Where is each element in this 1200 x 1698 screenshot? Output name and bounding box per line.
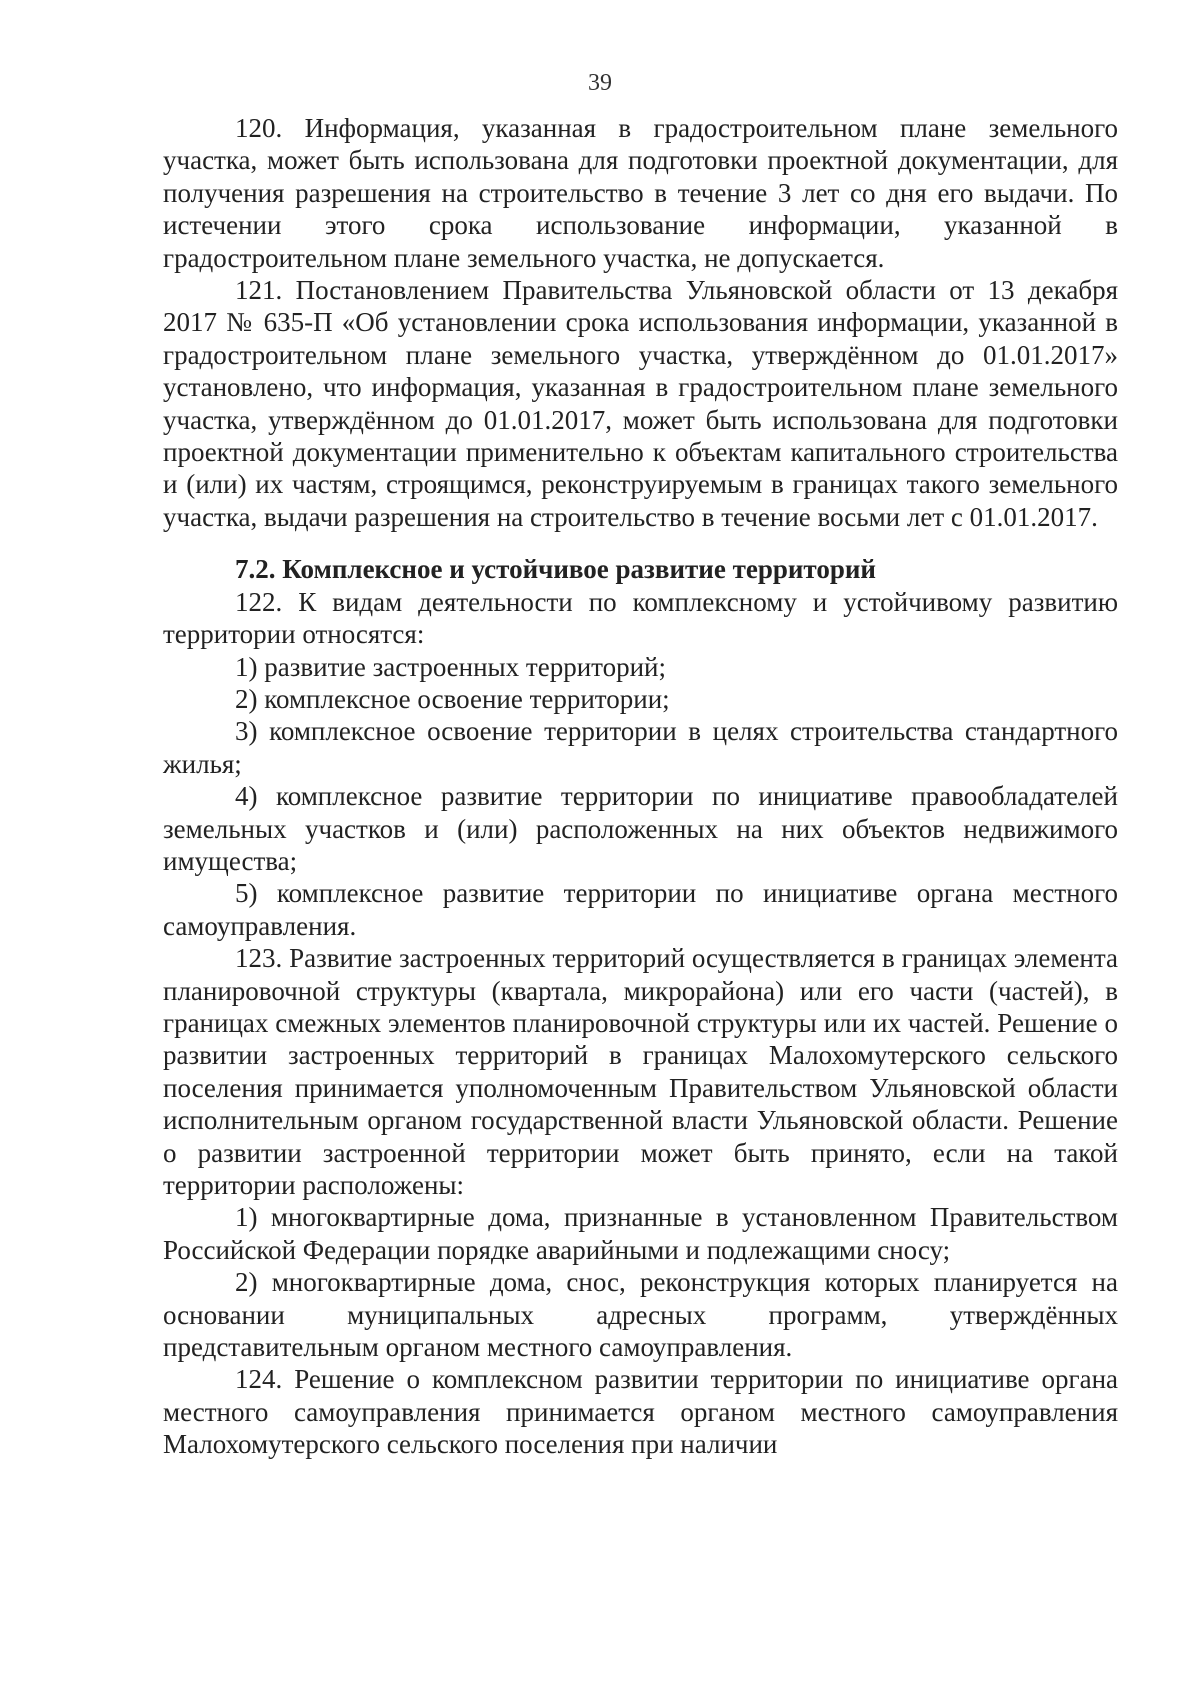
list-item: 1) развитие застроенных территорий; [235,651,667,682]
page-number: 39 [588,70,612,96]
list-item: 5) комплексное развитие территории по инициативе органа местного самоуправления. [163,878,1118,941]
list-item: 3) комплексное освоение территории в целях строительства стандартного жилья; [163,716,1118,779]
list-item: 4) комплексное развитие территории по инициативе правообладателей земельных участков и (или) расположенных на них объектов недвижимого имущества; [163,781,1118,876]
paragraph-124: 124. Решение о комплексном развитии территории по инициативе органа местного самоуправления принимается органом местного самоуправления Малохомутерского сельского поселения при наличии [163,1364,1118,1460]
paragraph-122: 122. К видам деятельности по комплексному и устойчивому развитию территории относятся: [163,586,1118,650]
section-heading-7-2: 7.2. Комплексное и устойчивое развитие территорий [235,554,876,585]
document-body [163,112,1118,1461]
paragraph-123: 123. Развитие застроенных территорий осуществляется в границах элемента планировочной структуры (квартала, микрорайона) или его части (частей), в границах смежных элементов планировочной структуры или их частей. Решение о развитии застроенных территорий в границах Малохомутерского сельского поселения принимается уполномоченным Правительством Ульяновской области исполнительным органом государственной власти Ульяновской области. Решение о развитии застроенной территории может быть принято, если на такой территории расположены: [163,943,1118,1200]
list-item: 2) комплексное освоение территории; [235,683,670,714]
paragraph-120: 120. Информация, указанная в градостроительном плане земельного участка, может быть использована для подготовки проектной документации, для получения разрешения на строительство в течение 3 лет со дня его выдачи. По истечении этого срока использование информации, указанной в градостроительном плане земельного участка, не допускается. [163,113,1118,273]
list-item: 1) многоквартирные дома, признанные в установленном Правительством Российской Федерации порядке аварийными и подлежащими сносу; [163,1202,1118,1265]
list-item: 2) многоквартирные дома, снос, реконструкция которых планируется на основании муниципальных адресных программ, утверждённых представительным органом местного самоуправления. [163,1267,1118,1363]
paragraph-121: 121. Постановлением Правительства Ульяновской области от 13 декабря 2017 № 635-П «Об установлении срока использования информации, указанной в градостроительном плане земельного участка, утверждённом до 01.01.2017» установлено, что информация, указанная в градостроительном плане земельного участка, утверждённом до 01.01.2017, может быть использована для подготовки проектной документации применительно к объектам капитального строительства и (или) их частям, строящимся, реконструируемым в границах такого земельного участка, выдачи разрешения на строительство в течение восьми лет с 01.01.2017. [163,275,1118,532]
